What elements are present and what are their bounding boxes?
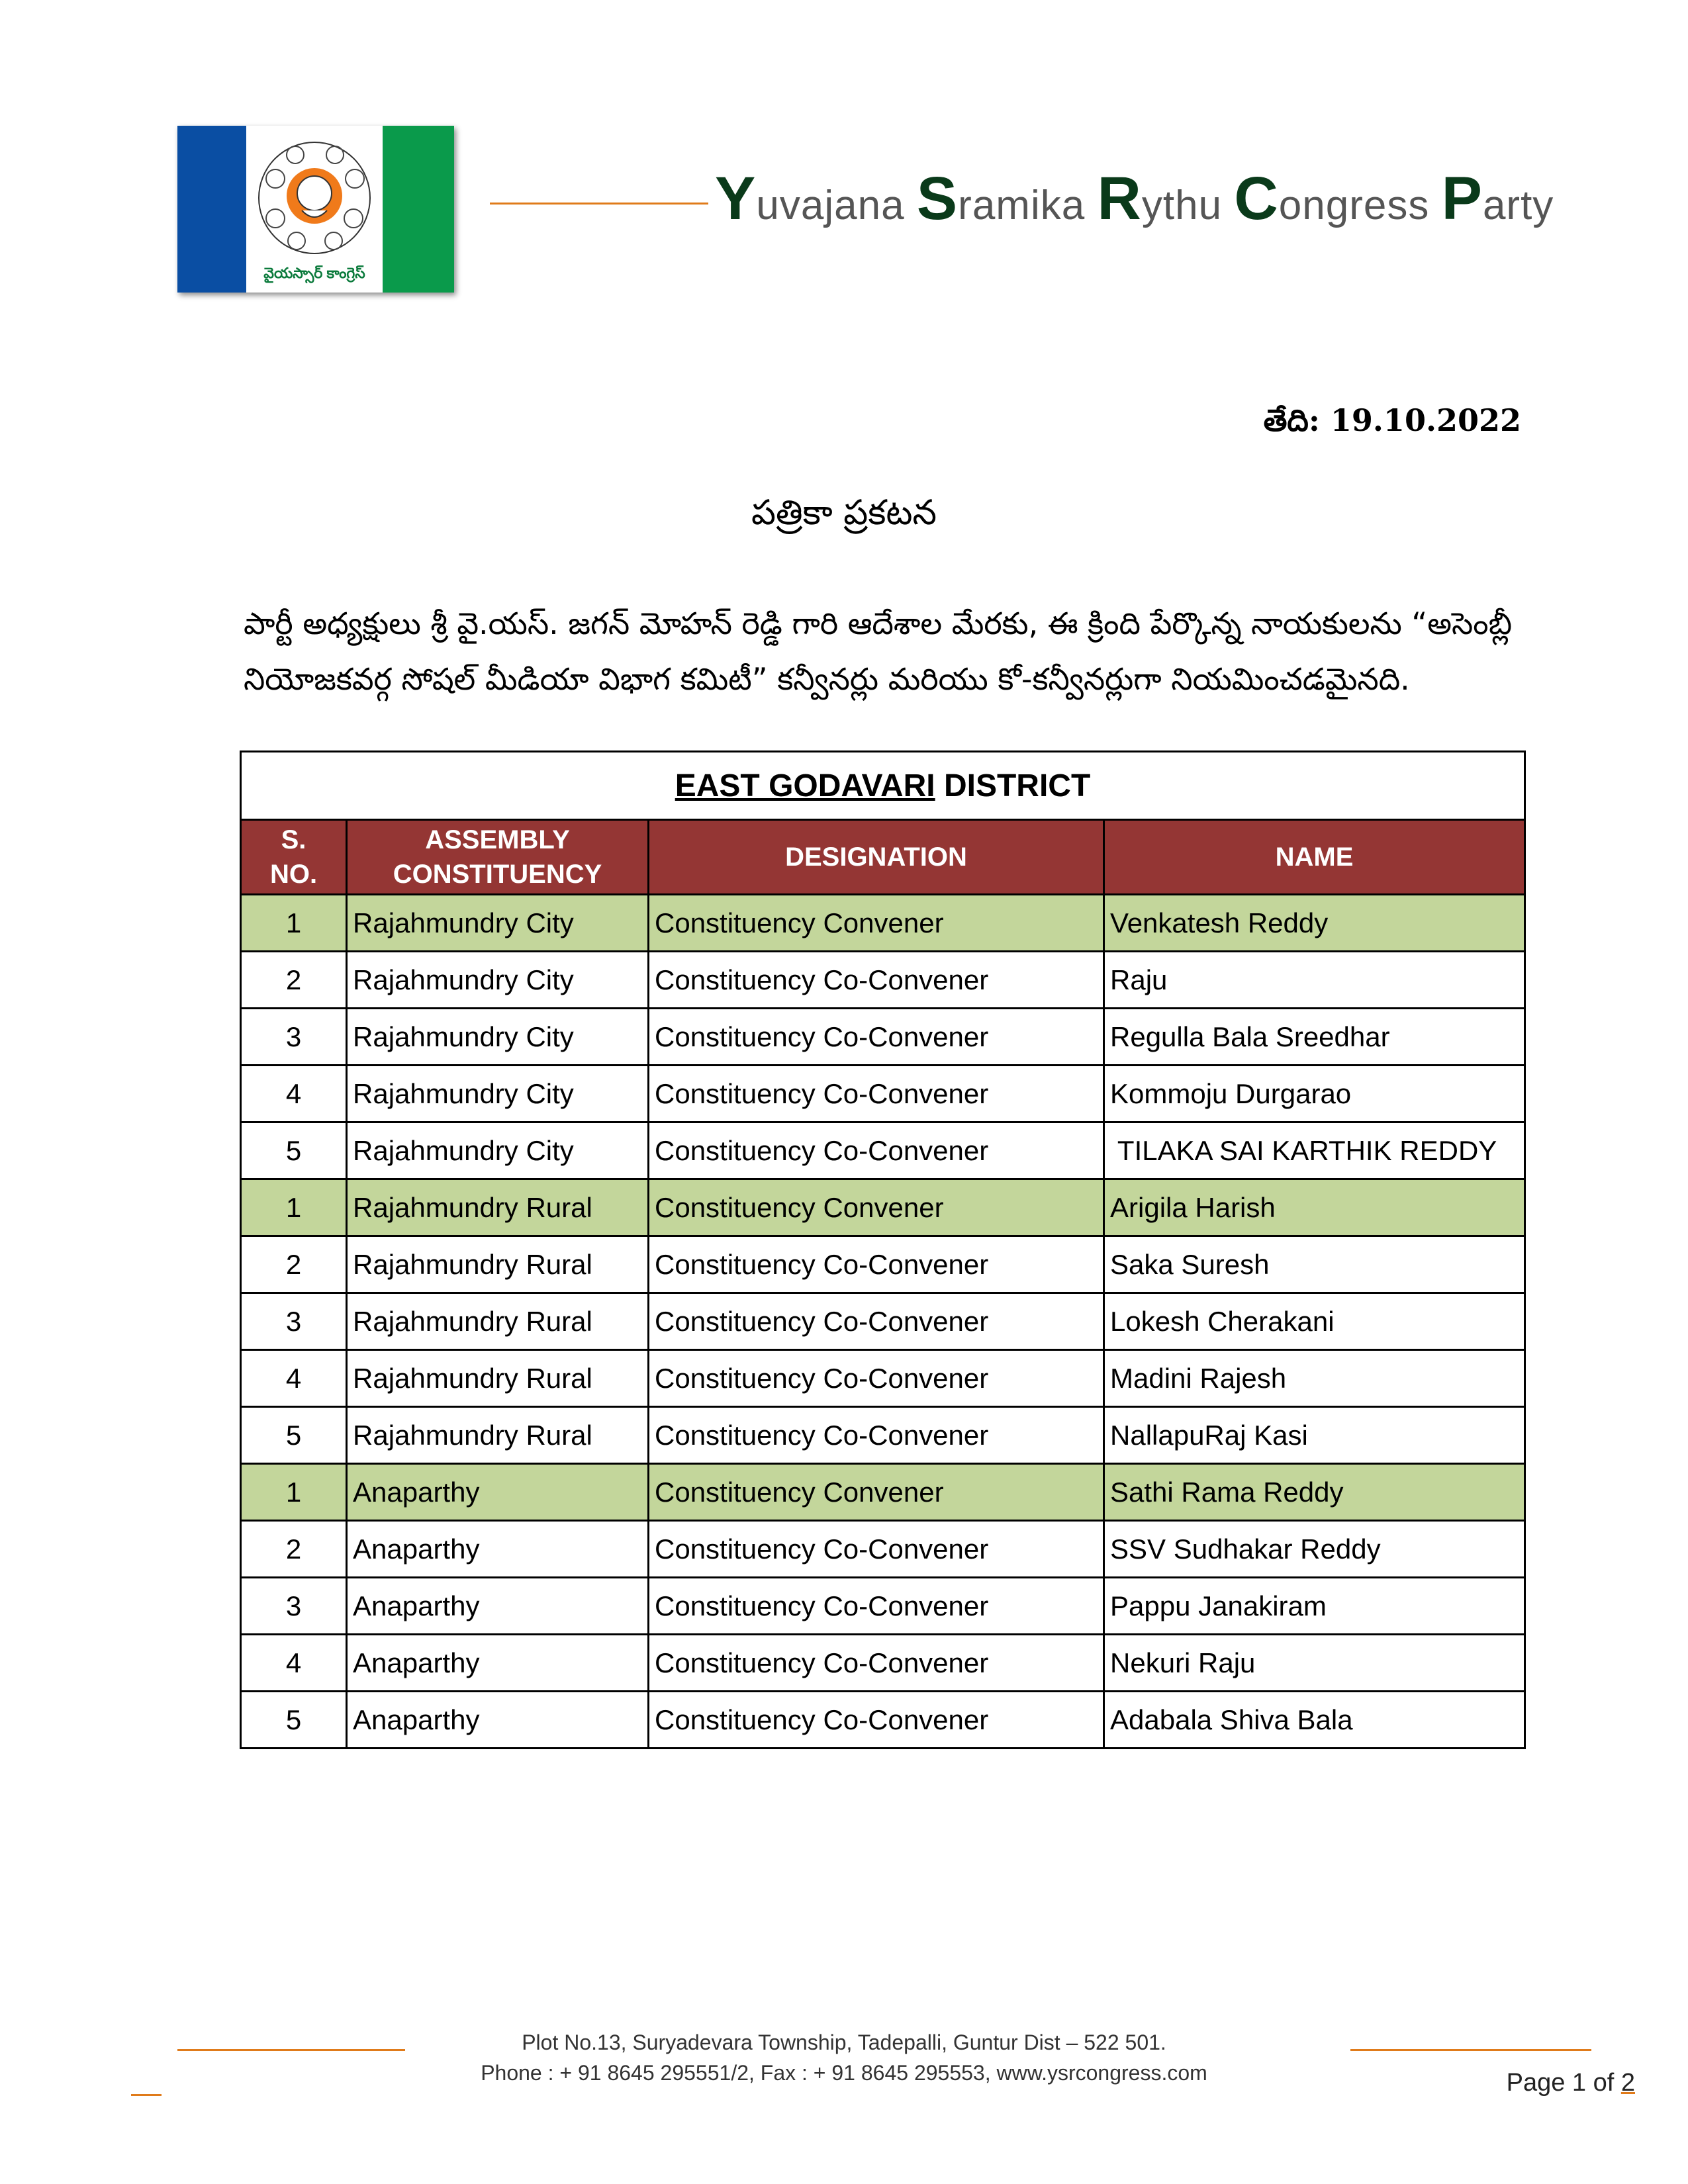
- footer-address-line: Plot No.13, Suryadevara Township, Tadepalli, Guntur Dist – 522 501.: [522, 2030, 1166, 2054]
- cell-name: Lokesh Cherakani: [1104, 1293, 1525, 1350]
- cell-sno: 4: [241, 1350, 347, 1407]
- party-logo: [177, 126, 454, 293]
- cell-name: Madini Rajesh: [1104, 1350, 1525, 1407]
- cell-designation: Constituency Co-Convener: [649, 1578, 1104, 1635]
- header-rule: [490, 203, 708, 205]
- cell-name: Pappu Janakiram: [1104, 1578, 1525, 1635]
- cell-sno: 3: [241, 1293, 347, 1350]
- table-row: [241, 1009, 1525, 1066]
- cell-sno: 5: [241, 1407, 347, 1464]
- cell-designation: Constituency Co-Convener: [649, 952, 1104, 1009]
- cell-designation: Constituency Co-Convener: [649, 1009, 1104, 1066]
- table-row: [241, 1521, 1525, 1578]
- cell-constituency: Anaparthy: [347, 1635, 649, 1692]
- cell-sno: 1: [241, 895, 347, 952]
- cell-name: Nekuri Raju: [1104, 1635, 1525, 1692]
- header-designation: DESIGNATION: [649, 820, 1104, 895]
- table-row: [241, 1066, 1525, 1122]
- table-header-row: [241, 820, 1525, 895]
- cell-designation: Constituency Convener: [649, 1464, 1104, 1521]
- cell-name: SSV Sudhakar Reddy: [1104, 1521, 1525, 1578]
- logo-blue-band: [177, 126, 246, 293]
- district-heading: EAST GODAVARI DISTRICT: [241, 752, 1525, 820]
- cell-designation: Constituency Co-Convener: [649, 1122, 1104, 1179]
- cell-constituency: Rajahmundry City: [347, 1122, 649, 1179]
- cell-constituency: Rajahmundry City: [347, 952, 649, 1009]
- press-date: [1264, 402, 1521, 446]
- cell-constituency: Rajahmundry Rural: [347, 1350, 649, 1407]
- date-label: తేది:: [1263, 402, 1320, 438]
- cell-name: Venkatesh Reddy: [1104, 895, 1525, 952]
- press-release-title: పత్రికా ప్రకటన: [751, 493, 937, 533]
- appointments-table: [240, 751, 1526, 1749]
- table-row: [241, 1635, 1525, 1692]
- cell-constituency: Anaparthy: [347, 1692, 649, 1749]
- table-row: [241, 895, 1525, 952]
- header-sno: S. NO.: [241, 820, 347, 895]
- cell-constituency: Rajahmundry City: [347, 895, 649, 952]
- table-row: [241, 1692, 1525, 1749]
- cell-designation: Constituency Co-Convener: [649, 1293, 1104, 1350]
- page-number: Page 1 of 2: [1506, 2069, 1635, 2097]
- party-name: Yuvajana Sramika Rythu Congress Party: [715, 165, 1554, 232]
- cell-constituency: Rajahmundry City: [347, 1066, 649, 1122]
- cell-name: Kommoju Durgarao: [1104, 1066, 1525, 1122]
- cell-constituency: Rajahmundry Rural: [347, 1179, 649, 1236]
- cell-constituency: Anaparthy: [347, 1578, 649, 1635]
- logo-emblem-icon: [256, 139, 373, 257]
- cell-name: Sathi Rama Reddy: [1104, 1464, 1525, 1521]
- cell-name: TILAKA SAI KARTHIK REDDY: [1104, 1122, 1525, 1179]
- cell-name: Raju: [1104, 952, 1525, 1009]
- cell-constituency: Anaparthy: [347, 1521, 649, 1578]
- footer-address: [0, 2027, 1688, 2088]
- table-row: [241, 1293, 1525, 1350]
- table-row: [241, 1179, 1525, 1236]
- date-value: 19.10.2022: [1330, 402, 1521, 438]
- cell-sno: 4: [241, 1066, 347, 1122]
- cell-sno: 2: [241, 1236, 347, 1293]
- cell-sno: 2: [241, 952, 347, 1009]
- cell-constituency: Rajahmundry Rural: [347, 1407, 649, 1464]
- footer-contact-line: Phone : + 91 8645 295551/2, Fax : + 91 8645 295553, www.ysrcongress.com: [481, 2061, 1207, 2085]
- table-row: [241, 1464, 1525, 1521]
- header-constituency: ASSEMBLY CONSTITUENCY: [347, 820, 649, 895]
- cell-designation: Constituency Co-Convener: [649, 1066, 1104, 1122]
- cell-constituency: Rajahmundry Rural: [347, 1293, 649, 1350]
- cell-designation: Constituency Co-Convener: [649, 1350, 1104, 1407]
- cell-designation: Constituency Co-Convener: [649, 1236, 1104, 1293]
- table-row: [241, 1578, 1525, 1635]
- intro-paragraph: పార్టీ అధ్యక్షులు శ్రీ వై.యస్. జగన్ మోహన్ రెడ్డి గారి ఆదేశాల మేరకు, ఈ క్రింది పేర్కొన్న నాయకులను “అసెంబ్లీ నియోజకవర్గ సోషల్ మీడియా విభాగ కమిటీ” కన్వీనర్లు మరియు కో-కన్వీనర్లుగా నియమించడమైనది.: [244, 606, 1513, 697]
- table-row: [241, 952, 1525, 1009]
- cell-sno: 5: [241, 1692, 347, 1749]
- cell-name: Saka Suresh: [1104, 1236, 1525, 1293]
- cell-designation: Constituency Co-Convener: [649, 1521, 1104, 1578]
- cell-name: NallapuRaj Kasi: [1104, 1407, 1525, 1464]
- cell-designation: Constituency Co-Convener: [649, 1407, 1104, 1464]
- header-name: NAME: [1104, 820, 1525, 895]
- cell-designation: Constituency Co-Convener: [649, 1635, 1104, 1692]
- cell-name: Arigila Harish: [1104, 1179, 1525, 1236]
- cell-designation: Constituency Convener: [649, 1179, 1104, 1236]
- cell-sno: 4: [241, 1635, 347, 1692]
- cell-constituency: Rajahmundry Rural: [347, 1236, 649, 1293]
- cell-constituency: Rajahmundry City: [347, 1009, 649, 1066]
- cell-sno: 1: [241, 1464, 347, 1521]
- logo-green-band: [383, 126, 454, 293]
- table-row: [241, 1407, 1525, 1464]
- cell-designation: Constituency Convener: [649, 895, 1104, 952]
- table-body: [241, 895, 1525, 1749]
- cell-designation: Constituency Co-Convener: [649, 1692, 1104, 1749]
- cell-sno: 1: [241, 1179, 347, 1236]
- cell-sno: 3: [241, 1578, 347, 1635]
- table-row: [241, 1350, 1525, 1407]
- cell-name: Regulla Bala Sreedhar: [1104, 1009, 1525, 1066]
- cell-sno: 2: [241, 1521, 347, 1578]
- cell-sno: 5: [241, 1122, 347, 1179]
- cell-constituency: Anaparthy: [347, 1464, 649, 1521]
- logo-caption: వైయస్సార్ కాంగ్రెస్: [263, 265, 365, 281]
- cell-name: Adabala Shiva Bala: [1104, 1692, 1525, 1749]
- table-row: [241, 1236, 1525, 1293]
- footer-rule-small: [131, 2094, 162, 2096]
- table-row: [241, 1122, 1525, 1179]
- cell-sno: 3: [241, 1009, 347, 1066]
